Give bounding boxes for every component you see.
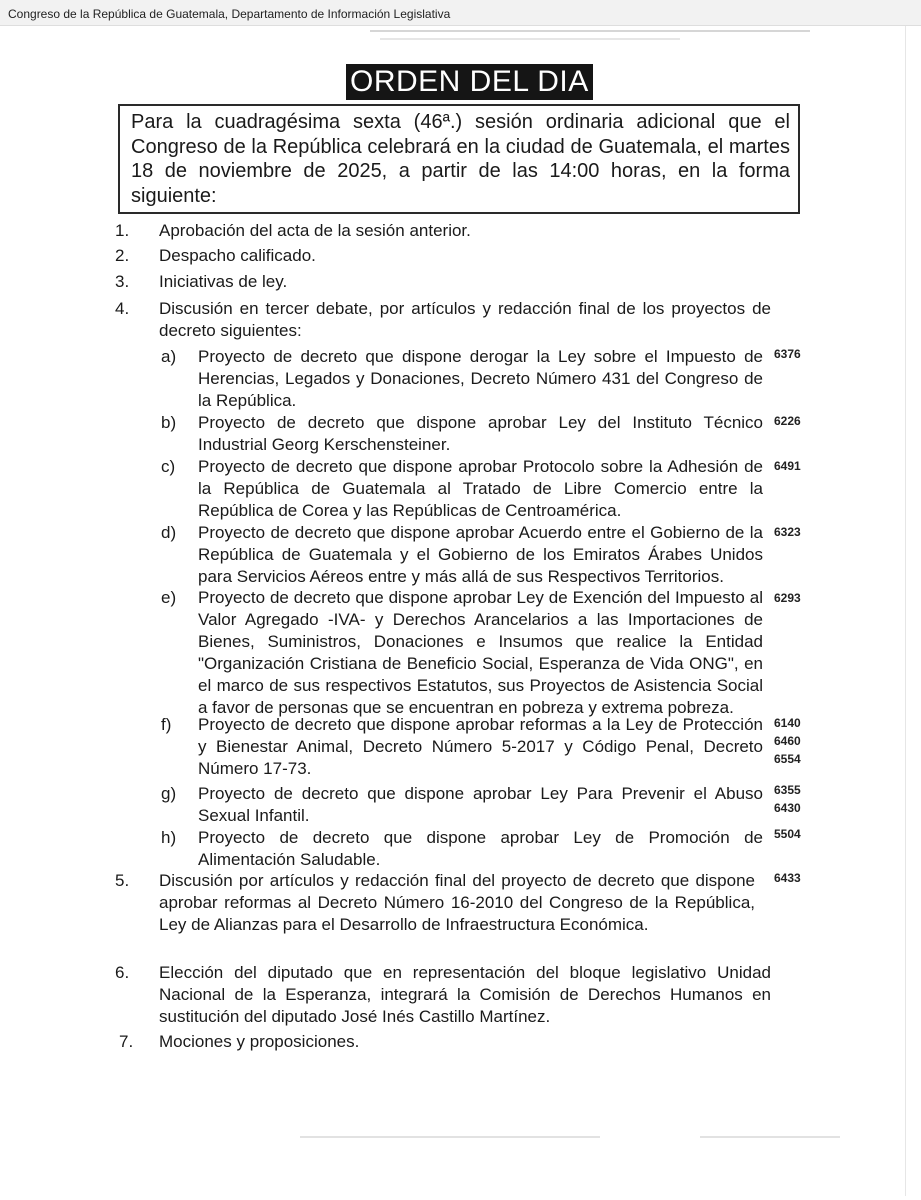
item-number: 3. (115, 272, 130, 291)
item-number: 5. (115, 871, 130, 890)
initiative-code: 5504 (774, 827, 801, 841)
source-label: Congreso de la República de Guatemala, Departamento de Información Legislativa (8, 7, 451, 21)
scan-artifact-bottom (300, 1136, 600, 1138)
intro-paragraph: Para la cuadragésima sexta (46ª.) sesión ordinaria adicional que el Congreso de la República celebrará en la ciudad de Guatemala, el martes 18 de noviembre de 2025, a partir de las 14:00 horas, en la forma siguiente: (131, 111, 790, 207)
initiative-codes-a (774, 348, 801, 361)
item-text: Discusión en tercer debate, por artículos y redacción final de los proyectos de decreto siguientes: (159, 299, 771, 340)
subitem-letter: h) (161, 828, 177, 847)
initiative-code: 6293 (774, 591, 801, 605)
initiative-codes-e (774, 592, 801, 605)
subitem-text: Proyecto de decreto que dispone aprobar reformas a la Ley de Protección y Bienestar Animal, Decreto Número 5-2017 y Código Penal, Decreto Número 17-73. (198, 715, 763, 778)
subitem-d (161, 522, 763, 588)
subitem-text: Proyecto de decreto que dispone aprobar Ley Para Prevenir el Abuso Sexual Infantil. (198, 784, 763, 825)
initiative-code: 6323 (774, 525, 801, 539)
item-number: 2. (115, 246, 130, 265)
initiative-code: 6140 (774, 716, 801, 730)
item-text: Despacho calificado. (159, 246, 316, 265)
item-text: Iniciativas de ley. (159, 272, 288, 291)
initiative-codes-d (774, 526, 801, 539)
initiative-code: 6554 (774, 752, 801, 766)
agenda-item-2 (115, 245, 805, 267)
item-number: 7. (119, 1032, 134, 1051)
initiative-codes-h (774, 828, 801, 841)
initiative-code: 6376 (774, 347, 801, 361)
initiative-codes-c (774, 460, 801, 473)
subitem-text: Proyecto de decreto que dispone aprobar Ley del Instituto Técnico Industrial Georg Kerschensteiner. (198, 413, 763, 454)
initiative-codes-item-5 (774, 872, 801, 885)
initiative-code: 6355 (774, 783, 801, 797)
agenda-item-5 (115, 870, 805, 958)
initiative-codes-g (774, 784, 801, 815)
scan-edge-line (905, 26, 906, 1196)
agenda-item-6 (115, 962, 805, 1028)
subitem-letter: c) (161, 457, 176, 476)
item-text: Mociones y proposiciones. (159, 1032, 360, 1051)
agenda-item-4 (115, 298, 805, 342)
scan-artifact-top (370, 30, 810, 32)
subitem-g (161, 783, 763, 827)
subitem-letter: e) (161, 588, 177, 607)
subitem-b (161, 412, 763, 456)
item-text: Elección del diputado que en representación del bloque legislativo Unidad Nacional de la Esperanza, integrará la Comisión de Derechos Humanos en sustitución del diputado José Inés Castillo Martínez. (159, 963, 771, 1026)
initiative-code: 6226 (774, 414, 801, 428)
item-number: 1. (115, 221, 130, 240)
subitem-letter: b) (161, 413, 177, 432)
scan-artifact-top-2 (380, 38, 680, 40)
item-text: Aprobación del acta de la sesión anterior. (159, 221, 471, 240)
subitem-text: Proyecto de decreto que dispone aprobar Protocolo sobre la Adhesión de la República de Guatemala al Tratado de Libre Comercio entre la República de Corea y las Repúblicas de Centroamérica. (198, 457, 763, 520)
item-number: 6. (115, 963, 130, 982)
subitem-text: Proyecto de decreto que dispone aprobar Ley de Promoción de Alimentación Saludable. (198, 828, 763, 869)
subitem-a (161, 346, 763, 412)
subitem-letter: f) (161, 715, 172, 734)
subitem-e (161, 587, 763, 717)
document-title: ORDEN DEL DIA (346, 64, 593, 100)
scanned-document-page (0, 26, 921, 1200)
scan-artifact-bottom-2 (700, 1136, 840, 1138)
subitem-letter: d) (161, 523, 177, 542)
item-text: Discusión por artículos y redacción final del proyecto de decreto que dispone aprobar reformas al Decreto Número 16-2010 del Congreso de la República, Ley de Alianzas para el Desarrollo de Infraestructura Económica. (159, 871, 755, 934)
subitem-c (161, 456, 763, 522)
subitem-letter: g) (161, 784, 177, 803)
item-number: 4. (115, 299, 130, 318)
initiative-codes-b (774, 415, 801, 428)
intro-box (118, 104, 800, 214)
initiative-code: 6460 (774, 734, 801, 748)
subitem-text: Proyecto de decreto que dispone derogar la Ley sobre el Impuesto de Herencias, Legados y Donaciones, Decreto Número 431 del Congreso de la República. (198, 347, 763, 410)
subitem-letter: a) (161, 347, 177, 366)
initiative-codes-f (774, 717, 801, 766)
subitem-f (161, 714, 763, 780)
agenda-item-3 (115, 271, 805, 293)
initiative-code: 6491 (774, 459, 801, 473)
initiative-code: 6433 (774, 871, 801, 885)
agenda-item-7 (119, 1031, 805, 1053)
agenda-item-1 (115, 220, 805, 242)
subitem-text: Proyecto de decreto que dispone aprobar Acuerdo entre el Gobierno de la República de Guatemala y el Gobierno de los Emiratos Árabes Unidos para Servicios Aéreos entre y más allá de sus Respectivos Territorios. (198, 523, 763, 586)
subitem-h (161, 827, 763, 871)
source-header-bar (0, 0, 921, 26)
subitem-text: Proyecto de decreto que dispone aprobar Ley de Exención del Impuesto al Valor Agregado -IVA- y Derechos Arancelarios a las Importaciones de Bienes, Suministros, Donaciones e Insumos que realice la Entidad "Organización Cristiana de Beneficio Social, Esperanza de Vida ONG", en el marco de sus respectivos Estatutos, sus Proyectos de Asistencia Social a favor de personas que se encuentran en pobreza y extrema pobreza. (198, 588, 763, 717)
initiative-code: 6430 (774, 801, 801, 815)
